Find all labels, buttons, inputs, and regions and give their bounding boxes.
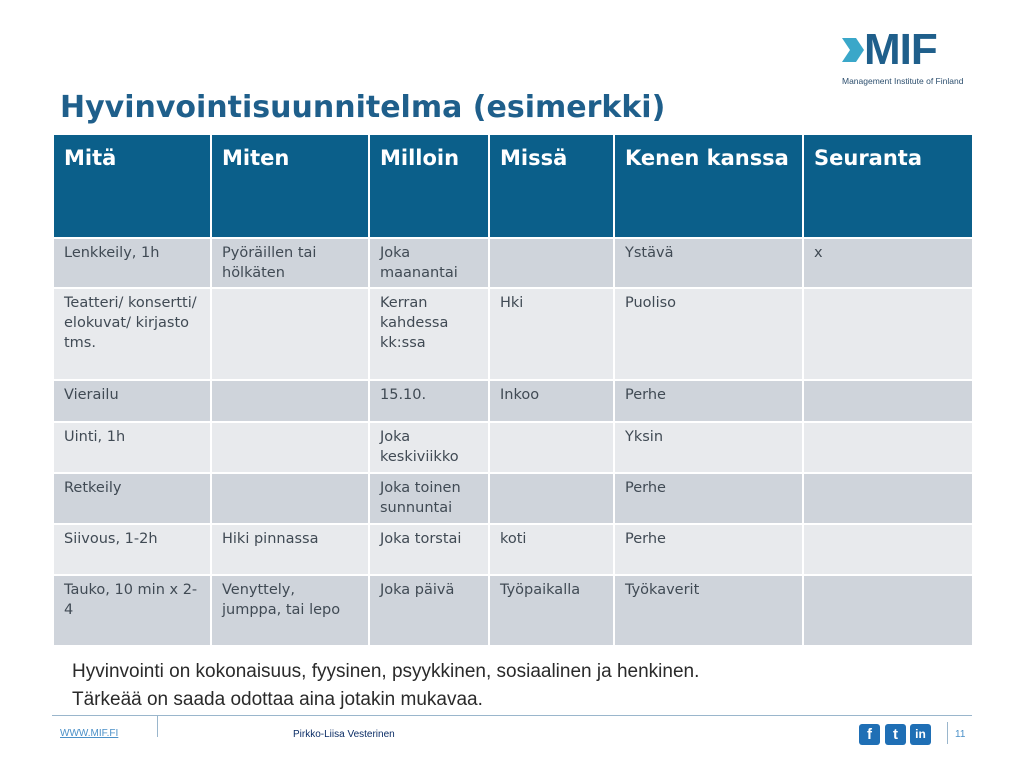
table-cell: Työkaverit: [614, 575, 803, 646]
mif-logo-arrow-icon: [842, 36, 864, 72]
header-cell-missa: Missä: [489, 134, 614, 238]
table-cell: [803, 575, 973, 646]
mif-logo-subtitle: Management Institute of Finland: [842, 76, 964, 86]
table-header-row: [53, 134, 973, 238]
table-cell: Ystävä: [614, 238, 803, 288]
wellbeing-plan-table: [52, 133, 974, 647]
twitter-icon[interactable]: t: [885, 724, 906, 745]
table-cell: Puoliso: [614, 288, 803, 380]
header-cell-kenen-kanssa: Kenen kanssa: [614, 134, 803, 238]
table-cell: Joka torstai: [369, 524, 489, 575]
linkedin-icon[interactable]: in: [910, 724, 931, 745]
table-cell: Tauko, 10 min x 2-4: [53, 575, 211, 646]
table-row: [53, 473, 973, 524]
table-cell: Retkeily: [53, 473, 211, 524]
footer-page-separator: [947, 722, 948, 744]
table-cell: Kerran kahdessa kk:ssa: [369, 288, 489, 380]
table-cell: Joka keskiviikko: [369, 422, 489, 473]
table-row: [53, 575, 973, 646]
table-cell: [489, 422, 614, 473]
page-title: Hyvinvointisuunnitelma (esimerkki): [60, 90, 666, 125]
table-cell: Lenkkeily, 1h: [53, 238, 211, 288]
facebook-icon[interactable]: f: [859, 724, 880, 745]
header-cell-milloin: Milloin: [369, 134, 489, 238]
table-row: [53, 238, 973, 288]
header-cell-miten: Miten: [211, 134, 369, 238]
table-cell: [211, 380, 369, 422]
table-cell: Pyöräillen tai hölkäten: [211, 238, 369, 288]
table-cell: koti: [489, 524, 614, 575]
table-cell: Hki: [489, 288, 614, 380]
table-cell: Joka maanantai: [369, 238, 489, 288]
page-number: 11: [955, 729, 966, 740]
table-cell: Inkoo: [489, 380, 614, 422]
summary-note-line-1: Hyvinvointi on kokonaisuus, fyysinen, psyykkinen, sosiaalinen ja henkinen.: [72, 661, 700, 682]
footer-separator: [157, 715, 158, 737]
table-cell: Yksin: [614, 422, 803, 473]
tracking-mark: x: [803, 238, 973, 288]
mif-logo-text: MIF: [864, 25, 937, 74]
mif-logo: [842, 25, 968, 88]
table-row: [53, 524, 973, 575]
footer-divider-line: [52, 715, 972, 716]
table-cell: [803, 473, 973, 524]
table-cell: Työpaikalla: [489, 575, 614, 646]
table-row: [53, 422, 973, 473]
footer-author: Pirkko-Liisa Vesterinen: [293, 729, 395, 740]
table-cell: Joka päivä: [369, 575, 489, 646]
table-cell: Siivous, 1-2h: [53, 524, 211, 575]
table-cell: [803, 422, 973, 473]
table-cell: [489, 238, 614, 288]
table-cell: Hiki pinnassa: [211, 524, 369, 575]
table-cell: [803, 288, 973, 380]
table-row: [53, 380, 973, 422]
footer-website-link[interactable]: WWW.MIF.FI: [60, 728, 119, 739]
header-cell-mita: Mitä: [53, 134, 211, 238]
summary-note: [72, 658, 699, 714]
summary-note-line-2: Tärkeää on saada odottaa aina jotakin mukavaa.: [72, 689, 483, 710]
table-cell: Teatteri/ konsertti/ elokuvat/ kirjasto tms.: [53, 288, 211, 380]
table-cell: Vierailu: [53, 380, 211, 422]
table-cell: 15.10.: [369, 380, 489, 422]
table-cell: Venyttely, jumppa, tai lepo: [211, 575, 369, 646]
table-cell: Perhe: [614, 524, 803, 575]
header-cell-seuranta: Seuranta: [803, 134, 973, 238]
table-cell: [211, 422, 369, 473]
table-cell: Perhe: [614, 380, 803, 422]
table-cell: [803, 380, 973, 422]
table-cell: [211, 288, 369, 380]
table-row: [53, 288, 973, 380]
table-cell: [489, 473, 614, 524]
table-cell: Perhe: [614, 473, 803, 524]
table-cell: [803, 524, 973, 575]
table-cell: Uinti, 1h: [53, 422, 211, 473]
table-cell: Joka toinen sunnuntai: [369, 473, 489, 524]
table-cell: [211, 473, 369, 524]
